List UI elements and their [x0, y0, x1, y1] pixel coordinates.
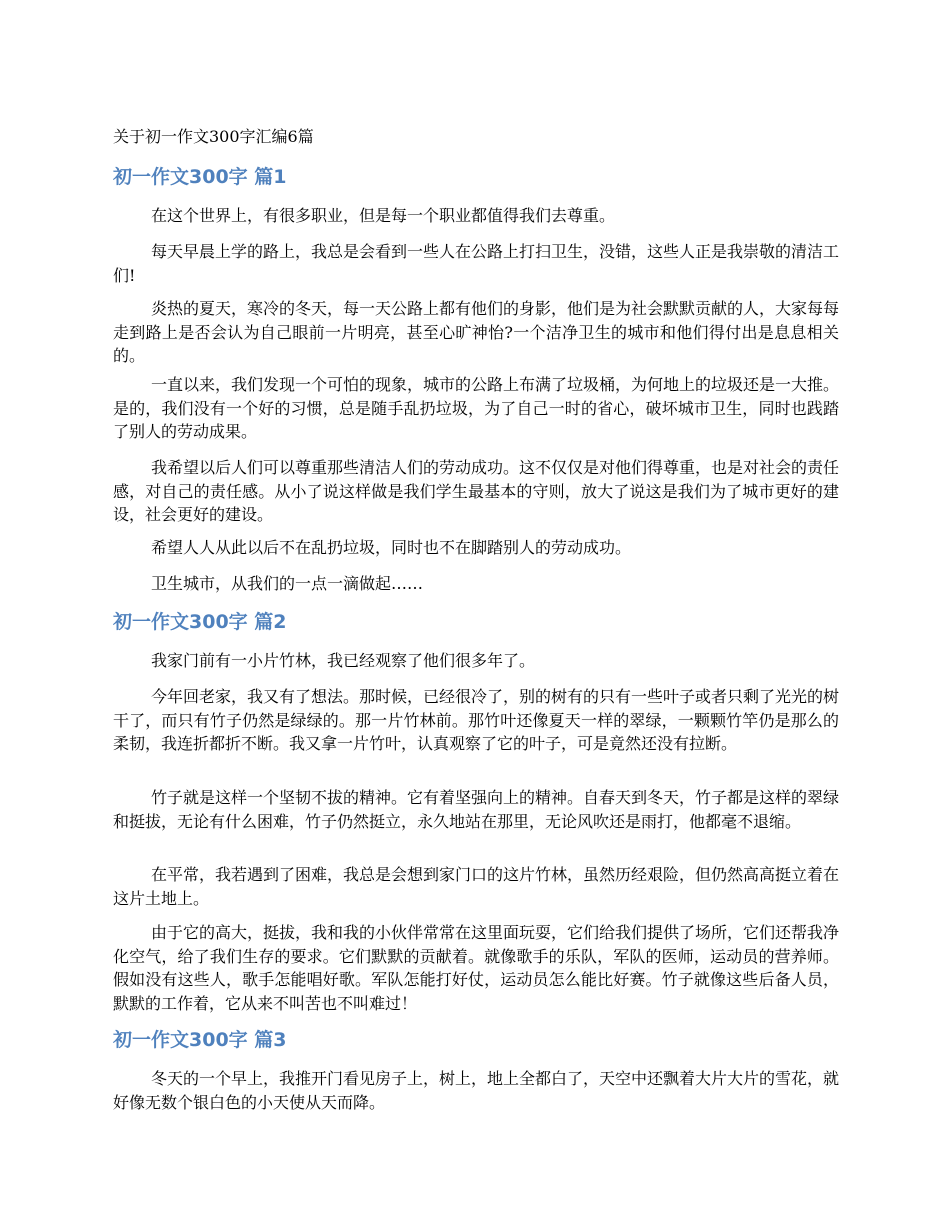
paragraph: 冬天的一个早上，我推开门看见房子上，树上，地上全都白了，天空中还飘着大片大片的雪花，就好像无数个银白色的小天使从天而降。 [113, 1069, 840, 1112]
paragraph: 今年回老家，我又有了想法。那时候，已经很冷了，别的树有的只有一些叶子或者只剩了光光的树干了，而只有竹子仍然是绿绿的。那一片竹林前。那竹叶还像夏天一样的翠绿，一颗颗竹竿仍是那么的柔韧，我连折都折不断。我又拿一片竹叶，认真观察了它的叶子，可是竟然还没有拉断。 [113, 687, 840, 753]
paragraph: 一直以来，我们发现一个可怕的现象，城市的公路上布满了垃圾桶，为何地上的垃圾还是一大推。是的，我们没有一个好的习惯，总是随手乱扔垃圾，为了自己一时的省心，破坏城市卫生，同时也践踏了别人的劳动成果。 [113, 375, 840, 441]
paragraph: 希望人人从此以后不在乱扔垃圾，同时也不在脚踏别人的劳动成功。 [151, 538, 632, 557]
paragraph: 在这个世界上，有很多职业，但是每一个职业都值得我们去尊重。 [151, 206, 616, 225]
section-heading-2: 初一作文300字 篇2 [113, 611, 287, 633]
paragraph: 每天早晨上学的路上，我总是会看到一些人在公路上打扫卫生，没错，这些人正是我崇敬的清洁工们! [113, 242, 840, 285]
paragraph: 在平常，我若遇到了困难，我总是会想到家门口的这片竹林，虽然历经艰险，但仍然高高挺立着在这片土地上。 [113, 865, 840, 908]
paragraph: 竹子就是这样一个坚韧不拔的精神。它有着坚强向上的精神。自春天到冬天，竹子都是这样的翠绿和挺拔，无论有什么困难，竹子仍然挺立，永久地站在那里，无论风吹还是雨打，他都毫不退缩。 [113, 788, 840, 831]
document-title: 关于初一作文300字汇编6篇 [113, 127, 314, 146]
paragraph: 我希望以后人们可以尊重那些清洁人们的劳动成功。这不仅仅是对他们得尊重，也是对社会的责任感，对自己的责任感。从小了说这样做是我们学生最基本的守则，放大了说这是我们为了城市更好的建设，社会更好的建设。 [113, 458, 840, 524]
paragraph: 卫生城市，从我们的一点一滴做起…… [151, 574, 424, 593]
paragraph: 由于它的高大，挺拔，我和我的小伙伴常常在这里面玩耍，它们给我们提供了场所，它们还帮我净化空气，给了我们生存的要求。它们默默的贡献着。就像歌手的乐队，军队的医师，运动员的营养师。假如没有这些人，歌手怎能唱好歌。军队怎能打好仗，运动员怎么能比好赛。竹子就像这些后备人员，默默的工作着，它从来不叫苦也不叫难过！ [113, 923, 840, 1013]
paragraph: 炎热的夏天，寒冷的冬天，每一天公路上都有他们的身影，他们是为社会默默贡献的人，大家每每走到路上是否会认为自己眼前一片明亮，甚至心旷神怡?一个洁净卫生的城市和他们得付出是息息相关的。 [113, 299, 840, 365]
paragraph: 我家门前有一小片竹林，我已经观察了他们很多年了。 [151, 651, 536, 670]
section-heading-3: 初一作文300字 篇3 [113, 1029, 287, 1051]
section-heading-1: 初一作文300字 篇1 [113, 166, 287, 188]
